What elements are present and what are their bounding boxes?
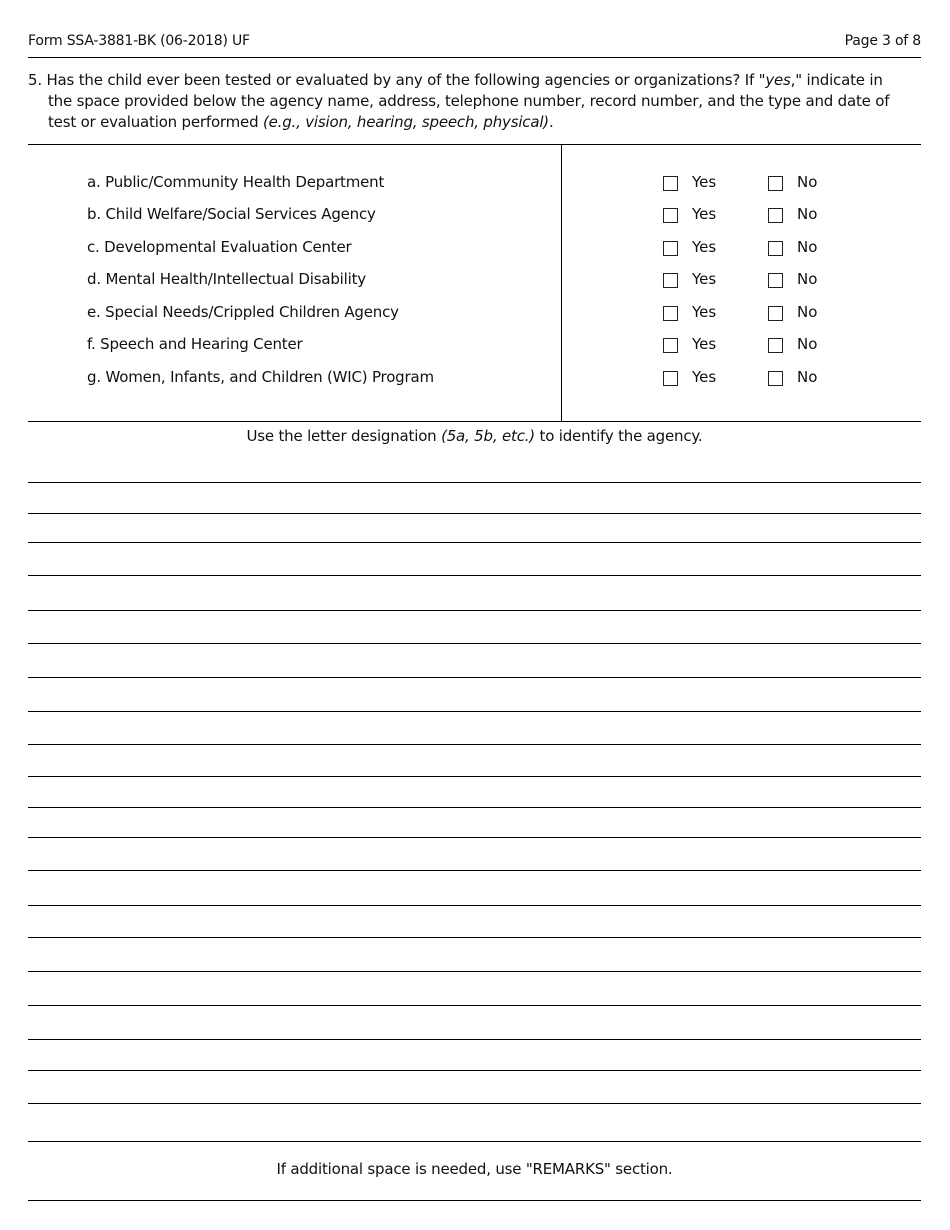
question-text: . bbox=[548, 113, 554, 131]
yes-checkbox[interactable] bbox=[663, 176, 678, 191]
yes-label: Yes bbox=[692, 368, 717, 386]
yes-label: Yes bbox=[692, 173, 717, 191]
header-divider bbox=[28, 57, 921, 58]
agency-row bbox=[0, 366, 950, 390]
question-5 bbox=[28, 70, 921, 133]
no-label: No bbox=[797, 238, 818, 256]
agency-label: a. Public/Community Health Department bbox=[87, 173, 385, 191]
no-label: No bbox=[797, 270, 818, 288]
question-emphasis: yes bbox=[765, 71, 791, 89]
question-text: test or evaluation performed bbox=[48, 113, 263, 131]
question-text: 5. Has the child ever been tested or evaluated by any of the following agencies or organizations? If " bbox=[28, 71, 766, 89]
footer-divider bbox=[28, 1200, 921, 1201]
footer-note: If additional space is needed, use "REMARKS" section. bbox=[276, 1160, 673, 1178]
yes-label: Yes bbox=[692, 270, 717, 288]
instruction-example: (5a, 5b, etc.) bbox=[441, 427, 535, 445]
write-in-line[interactable] bbox=[28, 971, 921, 972]
write-in-line[interactable] bbox=[28, 1070, 921, 1071]
agency-label: c. Developmental Evaluation Center bbox=[87, 238, 352, 256]
no-label: No bbox=[797, 303, 818, 321]
question-text: ," indicate in bbox=[790, 71, 883, 89]
write-in-line[interactable] bbox=[28, 837, 921, 838]
agency-label: g. Women, Infants, and Children (WIC) Program bbox=[87, 368, 434, 386]
question-examples: (e.g., vision, hearing, speech, physical) bbox=[262, 113, 549, 131]
instruction-part: Use the letter designation bbox=[246, 427, 442, 445]
yes-label: Yes bbox=[692, 238, 717, 256]
yes-label: Yes bbox=[692, 205, 717, 223]
agency-row bbox=[0, 268, 950, 292]
write-in-line[interactable] bbox=[28, 482, 921, 483]
write-in-line[interactable] bbox=[28, 1039, 921, 1040]
question-text: the space provided below the agency name, address, telephone number, record number, and the type and date of bbox=[48, 92, 890, 110]
write-in-line[interactable] bbox=[28, 807, 921, 808]
write-in-line[interactable] bbox=[28, 870, 921, 871]
agency-row bbox=[0, 301, 950, 325]
no-checkbox[interactable] bbox=[768, 176, 783, 191]
write-in-line[interactable] bbox=[28, 1141, 921, 1142]
agency-label: e. Special Needs/Crippled Children Agency bbox=[87, 303, 399, 321]
agency-row bbox=[0, 203, 950, 227]
yes-checkbox[interactable] bbox=[663, 208, 678, 223]
no-label: No bbox=[797, 368, 818, 386]
write-in-line[interactable] bbox=[28, 542, 921, 543]
agency-label: f. Speech and Hearing Center bbox=[87, 335, 303, 353]
yes-checkbox[interactable] bbox=[663, 306, 678, 321]
table-bottom-border bbox=[28, 421, 921, 422]
write-in-line[interactable] bbox=[28, 1005, 921, 1006]
no-label: No bbox=[797, 173, 818, 191]
page-number: Page 3 of 8 bbox=[844, 33, 921, 49]
write-in-line[interactable] bbox=[28, 744, 921, 745]
write-in-line[interactable] bbox=[28, 1103, 921, 1104]
write-in-line[interactable] bbox=[28, 711, 921, 712]
yes-checkbox[interactable] bbox=[663, 241, 678, 256]
agency-label: b. Child Welfare/Social Services Agency bbox=[87, 205, 376, 223]
agency-row bbox=[0, 236, 950, 260]
no-label: No bbox=[797, 205, 818, 223]
yes-checkbox[interactable] bbox=[663, 338, 678, 353]
write-in-line[interactable] bbox=[28, 513, 921, 514]
write-in-line[interactable] bbox=[28, 643, 921, 644]
no-checkbox[interactable] bbox=[768, 241, 783, 256]
no-checkbox[interactable] bbox=[768, 306, 783, 321]
agency-row bbox=[0, 171, 950, 195]
no-checkbox[interactable] bbox=[768, 273, 783, 288]
yes-checkbox[interactable] bbox=[663, 371, 678, 386]
write-in-line[interactable] bbox=[28, 776, 921, 777]
no-checkbox[interactable] bbox=[768, 208, 783, 223]
yes-label: Yes bbox=[692, 335, 717, 353]
yes-label: Yes bbox=[692, 303, 717, 321]
write-in-line[interactable] bbox=[28, 677, 921, 678]
agency-row bbox=[0, 333, 950, 357]
write-in-line[interactable] bbox=[28, 905, 921, 906]
no-label: No bbox=[797, 335, 818, 353]
table-top-border bbox=[28, 144, 921, 145]
write-in-line[interactable] bbox=[28, 937, 921, 938]
no-checkbox[interactable] bbox=[768, 371, 783, 386]
instruction-part: to identify the agency. bbox=[534, 427, 703, 445]
agency-label: d. Mental Health/Intellectual Disability bbox=[87, 270, 366, 288]
yes-checkbox[interactable] bbox=[663, 273, 678, 288]
instruction-text bbox=[28, 427, 921, 445]
no-checkbox[interactable] bbox=[768, 338, 783, 353]
form-id: Form SSA-3881-BK (06-2018) UF bbox=[28, 33, 250, 49]
write-in-line[interactable] bbox=[28, 575, 921, 576]
write-in-line[interactable] bbox=[28, 610, 921, 611]
